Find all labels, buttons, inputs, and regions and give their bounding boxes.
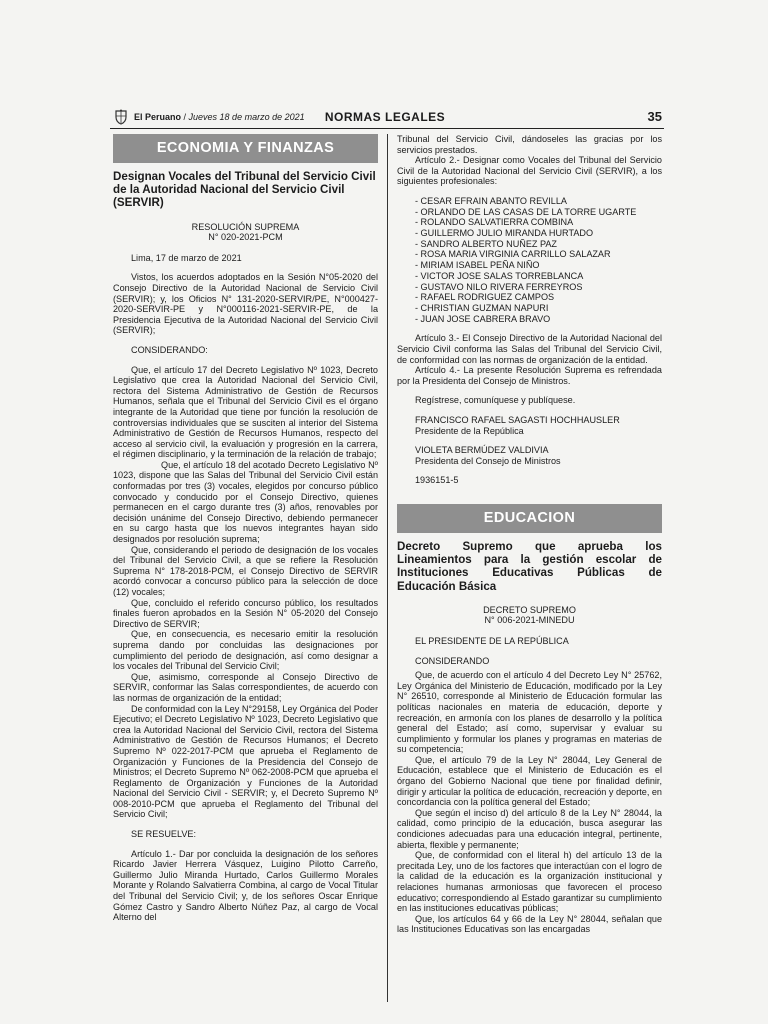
place-date: Lima, 17 de marzo de 2021 <box>131 252 242 263</box>
header-date: Jueves 18 de marzo de 2021 <box>188 112 305 122</box>
left-column <box>113 134 378 1004</box>
list-item: - RAFAEL RODRIGUEZ CAMPOS <box>415 292 555 303</box>
resolution-number: N° 020-2021-PCM <box>208 232 283 243</box>
section-banner-educacion: EDUCACION <box>397 504 662 533</box>
list-item: - MIRIAM ISABEL PEÑA NIÑO <box>415 260 540 271</box>
decree-type: DECRETO SUPREMO <box>483 604 576 615</box>
considerando-paragraph: Que, asimismo, corresponde al Consejo Directivo de SERVIR, conformar las Salas correspondientes, de acuerdo con las normas de organización de la entidad; <box>113 671 378 703</box>
vocales-list <box>397 196 662 324</box>
decree-number: N° 006-2021-MINEDU <box>484 615 575 626</box>
publication-code: 1936151-5 <box>415 475 459 486</box>
considerando-label-2: CONSIDERANDO <box>415 655 490 666</box>
considerando-paragraph: Que, el artículo 18 del acotado Decreto Legislativo Nº 1023, dispone que las Salas del Tribunal del Servicio Civil están conformadas por tres (3) vocales, elegidos por concurso público convocado y conducido por el Consejo Directivo, quienes permanecen en el cargo durante tres (3) años, renovables por decisión unánime del Consejo Directivo, debiendo permanecer en su cargo hasta que los nuevos integrantes hayan sido designados por resolución suprema; <box>113 459 378 545</box>
resolution-type: RESOLUCIÓN SUPREMA <box>191 221 300 232</box>
decree-paragraph: Que, los artículos 64 y 66 de la Ley N° 28044, señalan que las Instituciones Educativas son las encargadas <box>397 913 662 935</box>
presidente-line: EL PRESIDENTE DE LA REPÚBLICA <box>415 635 569 646</box>
list-item: - GUILLERMO JULIO MIRANDA HURTADO <box>415 228 594 239</box>
list-item: - GUSTAVO NILO RIVERA FERREYROS <box>415 281 583 292</box>
considerando-paragraph: De conformidad con la Ley N°29158, Ley Orgánica del Poder Ejecutivo; el Decreto Legislativo Nº 1023, Decreto Legislativo que crea la Autoridad Nacional del Servicio Civil, rectora del Sistema Administrativo de Gestión de Recursos Humanos; el Decreto Supremo Nº 022-2017-PCM que aprueba el Reglamento de Organización y Funciones de la Presidencia del Consejo de Ministros; el Decreto Supremo Nº 062-2008-PCM que aprueba el Reglamento de Organización y Funciones de la Autoridad Nacional del Servicio Civil - SERVIR; y, el Decreto Supremo Nº 008-2010-PCM que aprueba el Reglamento del Tribunal del Servicio Civil; <box>113 703 378 820</box>
page-header <box>110 108 664 129</box>
coat-of-arms-icon <box>114 109 128 125</box>
articulo-2: Artículo 2.- Designar como Vocales del Tribunal del Servicio Civil de la Autoridad Nacional del Servicio Civil (SERVIR), a los siguientes profesionales: <box>397 155 662 187</box>
list-item: - ROSA MARIA VIRGINIA CARRILLO SALAZAR <box>415 249 611 260</box>
header-brand-date: El Peruano / Jueves 18 de marzo de 2021 <box>134 112 305 122</box>
decree-paragraph: Que, de conformidad con el literal h) del artículo 13 de la precitada Ley, uno de los factores que interactúan con el logro de la calidad de la educación es la organización institucional y relaciones humanas armoniosas que favorecen el proceso educativo; correspondiendo al Estado garantizar su cumplimiento en las instituciones educativas públicas; <box>397 850 662 914</box>
resolution-heading <box>113 222 378 243</box>
considerando-paragraph: Que, concluido el referido concurso público, los resultados finales fueron aprobados en la Sesión N° 05-2020 del Consejo Directivo de SERVIR; <box>113 597 378 629</box>
registrese-line: Regístrese, comuníquese y publíquese. <box>415 395 576 406</box>
continuation-paragraph: Tribunal del Servicio Civil, dándoseles las gracias por los servicios prestados. <box>397 134 662 155</box>
decree-paragraph: Que, el artículo 79 de la Ley N° 28044, Ley General de Educación, establece que el Ministerio de Educación es el órgano del Gobierno Nacional que tiene por finalidad definir, dirigir y articular la política de educación, recreación y deporte, en concordancia con la política general del Estado; <box>397 754 662 808</box>
vistos-paragraph: Vistos, los acuerdos adoptados en la Sesión N°05-2020 del Consejo Directivo de la Autoridad Nacional de Servicio Civil (SERVIR); y, los Oficios N° 131-2020-SERVIR/PE, N°000427-2020-SERVIR-PE y N°000116-2021-SERVIR-PE, de la Presidencia Ejecutiva de la Autoridad Nacional del Servicio Civil (SERVIR); <box>113 272 378 336</box>
signer-2-role: Presidenta del Consejo de Ministros <box>415 455 561 466</box>
considerando-paragraph: Que, el artículo 17 del Decreto Legislativo Nº 1023, Decreto Legislativo que crea la Autoridad Nacional del Servicio Civil, rectora del Sistema Administrativo de Gestión de Recursos Humanos, señala que el Tribunal del Servicio Civil es el órgano integrante de la Autoridad que tiene por función la resolución de controversias individuales que se susciten al interior del Sistema Administrativo de Gestión de Recursos Humanos, respecto del acceso al servicio civil, la evaluación y progresión en la carrera, el régimen disciplinario, y la terminación de la relación de trabajo; <box>113 364 378 460</box>
articulo-3: Artículo 3.- El Consejo Directivo de la Autoridad Nacional del Servicio Civil conforma las Salas del Tribunal del Servicio Civil, de conformidad con las normas de organización de la entidad. <box>397 333 662 365</box>
section-banner-economia: ECONOMIA Y FINANZAS <box>113 134 378 163</box>
column-divider <box>387 134 388 1002</box>
resolution-title: Designan Vocales del Tribunal del Servicio Civil de la Autoridad Nacional del Servicio Civil (SERVIR) <box>113 170 376 210</box>
right-column <box>397 134 662 1004</box>
decree-heading <box>397 605 662 626</box>
signer-1-name: FRANCISCO RAFAEL SAGASTI HOCHHAUSLER <box>415 414 620 425</box>
list-item: - JUAN JOSE CABRERA BRAVO <box>415 313 551 324</box>
decree-paragraph: Que, de acuerdo con el artículo 4 del Decreto Ley N° 25762, Ley Orgánica del Ministerio de Educación, modificado por la Ley N° 26510, corresponde al Ministerio de Educación formular las políticas nacionales en materia de educación, deporte y recreación, en armonía con los planes de desarrollo y la política general del Estado; así como, supervisar y evaluar su cumplimiento y formular los planes y programas en materias de su competencia; <box>397 670 662 755</box>
list-item: - CHRISTIAN GUZMAN NAPURI <box>415 303 549 313</box>
list-item: - VICTOR JOSE SALAS TORREBLANCA <box>415 270 584 281</box>
header-brand: El Peruano <box>134 112 182 122</box>
signer-2-name: VIOLETA BERMÚDEZ VALDIVIA <box>415 445 549 456</box>
list-item: - ORLANDO DE LAS CASAS DE LA TORRE UGARTE <box>415 206 637 217</box>
page-number: 35 <box>647 109 662 124</box>
decree-title: Decreto Supremo que aprueba los Lineamientos para la gestión escolar de Instituciones Educativas Públicas de Educación Básica <box>397 539 662 593</box>
header-section: NORMAS LEGALES <box>324 110 446 124</box>
articulo-1: Artículo 1.- Dar por concluida la designación de los señores Ricardo Javier Herrera Vásquez, Luigino Pilotto Carreño, Guillermo Julio Miranda Hurtado, Carlos Guillermo Morales Morante y Rolando Salvatierra Combina, al cargo de Vocal Titular del Tribunal del Servicio Civil; y, de los señores Oscar Enrique Gómez Castro y Sandro Alberto Núñez Paz, al cargo de Vocal Alterno del <box>113 848 378 923</box>
signer-1-role: Presidente de la República <box>415 425 524 436</box>
decree-paragraph: Que según el inciso d) del artículo 8 de la Ley N° 28044, la calidad, como principio de la educación, busca asegurar las condiciones adecuadas para una educación integral, pertinente, abierta, flexible y permanente; <box>397 807 662 850</box>
list-item: - SANDRO ALBERTO NUÑEZ PAZ <box>415 238 557 249</box>
articulo-4: Artículo 4.- La presente Resolución Suprema es refrendada por la Presidenta del Consejo de Ministros. <box>397 365 662 386</box>
considerando-paragraph: Que, en consecuencia, es necesario emitir la resolución suprema dando por concluidas las designaciones por cumplimiento del periodo de designación, así como designar a los vocales del Tribunal del Servicio Civil; <box>113 629 378 672</box>
considerando-label: CONSIDERANDO: <box>131 344 208 355</box>
considerando-paragraph: Que, considerando el periodo de designación de los vocales del Tribunal del Servicio Civil, a que se refiere la Resolución Suprema N° 178-2018-PCM, el Consejo Directivo de SERVIR acordó convocar a concurso público para la selección de doce (12) vocales; <box>113 544 378 598</box>
list-item: - ROLANDO SALVATIERRA COMBINA <box>415 217 574 228</box>
list-item: - CESAR EFRAIN ABANTO REVILLA <box>415 195 567 206</box>
se-resuelve-label: SE RESUELVE: <box>131 829 197 840</box>
